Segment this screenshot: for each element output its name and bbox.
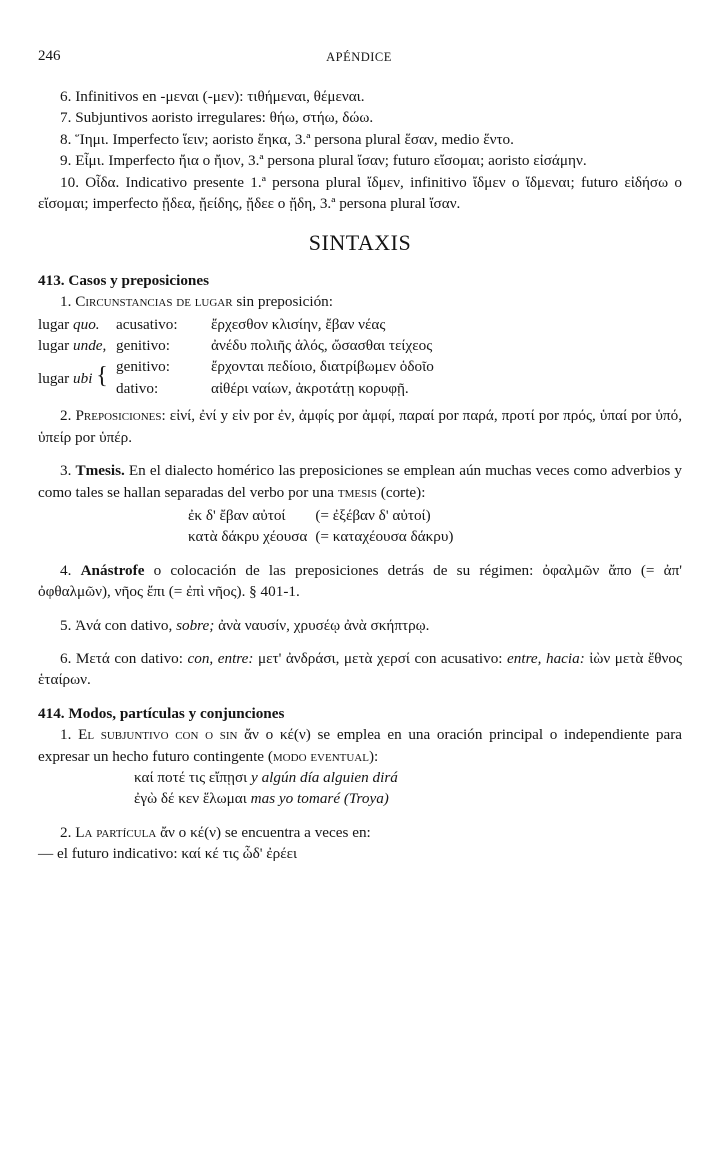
page-header	[0, 46, 718, 68]
running-title: APÉNDICE	[326, 50, 392, 64]
sintaxis-title: SINTAXIS	[308, 230, 412, 256]
item-7: 7. Subjuntivos aoristo irregulares: θήω, στήω, δώω.	[60, 109, 374, 127]
item-8: 8. Ἵημι. Imperfecto ἵειν; aoristo ἕηκα, 3.ª persona plural ἕσαν, medio ἕντο.	[60, 130, 514, 148]
item-9: 9. Εἶμι. Imperfecto ἤια o ἤιον, 3.ª persona plural ἴσαν; futuro εἴσομαι; aoristo εἰσάμην.	[60, 152, 587, 170]
brace-icon: {	[96, 363, 108, 390]
lugar-quo-row: lugar quo. acusativo: ἔρχεσθον κλισίην, ἔβαν νέας	[38, 315, 386, 333]
section-414-heading: 414. Modos, partículas y conjunciones	[38, 704, 285, 722]
lugar-ubi-row: lugar ubi { genitivo: ἔρχονται πεδίοιο, διατρίβωμεν ὁδοῖο	[38, 358, 434, 390]
s413-point-6: 6. Μετά con dativo: con, entre: μετ' ἀνδράσι, μετὰ χερσί con acusativo: entre, hacia: ἰὼν μετὰ ἔθνος ἑταίρων.	[38, 649, 682, 689]
s414-point-2-sub: — el futuro indicativo: καί κέ τις ὧδ' ἐρέει	[38, 845, 298, 863]
modo-eventual-examples: καί ποτέ τις εἴπῃσι y algún día alguien dirá ἐγὼ δέ κεν ἕλωμαι mas yo tomaré (Troya)	[134, 768, 398, 808]
page-body	[38, 86, 682, 865]
s413-point-5: 5. Ἀνά con dativo, sobre; ἀνὰ ναυσίν, χρυσέῳ ἀνὰ σκήπτρῳ.	[60, 616, 430, 634]
lugar-ubi-dativo-row: dativo: αἰθέρι ναίων, ἀκροτάτῃ κορυφῇ.	[116, 379, 409, 397]
page-number: 246	[38, 48, 61, 64]
s413-point-4: 4. Anástrofe o colocación de las preposiciones detrás de su régimen: ὀφαλμῶν ἄπο (= ἀπ' ὀφθαλμῶν), νῆος ἔπι (= ἐπὶ νῆος). § 401-1.	[38, 561, 683, 601]
item-10: 10. Οἶδα. Indicativo presente 1.ª persona plural ἴδμεν, infinitivo ἴδμεν o ἴδμεναι; futuro εἰδήσω o εἴσομαι; imperfecto ᾔδεα, ᾔείδης, ᾔδεε o ᾔδη, 3.ª persona plural ἴσαν.	[38, 173, 682, 213]
s413-point-1: 1. Circunstancias de lugar sin preposición:	[60, 293, 333, 311]
tmesis-examples: ἐκ δ' ἔβαν αὐτοί (= ἐξέβαν δ' αὐτοί) κατὰ δάκρυ χέουσα (= καταχέουσα δάκρυ)	[188, 506, 454, 546]
lugar-unde-row: lugar unde, genitivo: ἀνέδυ πολιῆς ἁλός, ὤσασθαι τείχεος	[38, 337, 433, 355]
s414-point-1: 1. El subjuntivo con o sin ἄν o κέ(ν) se emplea en una oración principal o independiente para expresar un hecho futuro contingente (modo eventual):	[38, 726, 682, 765]
section-413-heading: 413. Casos y preposiciones	[38, 271, 210, 289]
s413-point-3: 3. Tmesis. En el dialecto homérico las preposiciones se emplean aún muchas veces como adverbios y como tales se hallan separadas del verbo por una tmesis (corte):	[38, 462, 682, 501]
s414-point-2: 2. La partícula ἄν o κέ(ν) se encuentra a veces en:	[60, 823, 371, 841]
s413-point-2: 2. Preposiciones: εἰνί, ἐνί y εἰν por ἐν, ἀμφίς por ἀμφί, παραί por παρά, προτί por πρός, ὑπαί por ὑπό, ὑπείρ por ὑπέρ.	[38, 407, 682, 446]
lugar-table	[38, 314, 434, 400]
item-6: 6. Infinitivos en -μεναι (-μεν): τιθήμεναι, θέμεναι.	[60, 88, 365, 105]
